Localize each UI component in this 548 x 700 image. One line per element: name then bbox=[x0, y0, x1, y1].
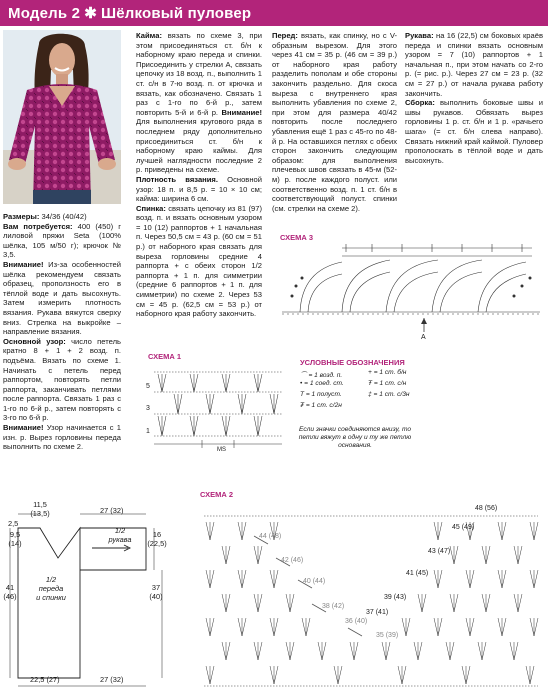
model-photo bbox=[3, 30, 121, 204]
dim-body-height: 41 (46) bbox=[3, 583, 17, 601]
page-header bbox=[0, 0, 548, 26]
dim-half-width: 22,5 (27) bbox=[30, 675, 60, 684]
density-label: Плотность вязания. bbox=[136, 174, 218, 184]
woman-in-pullover-image bbox=[3, 30, 121, 204]
single-crochet-icon: + bbox=[368, 369, 372, 376]
sleeves-text: на 16 (22,5) см боковых краёв переда и спинки вязать основным узором = 7 (10) раппортов + 1 начальная п., при этом начать со 2-го р. (= рис. р.). Через 27 см = 23 р. (32 см = 27 р.) от начала рукава работу закончить. bbox=[405, 31, 543, 98]
back-text: связать цепочку из 81 (97) возд. п. и вязать основным узором = 10 (12) раппортов + 1 начальная п. Через 50,5 см = 43 р. (60 см = 51 р.) от наборного края связать для выреза горловины средние 4 раппорта + с обеих сторон 1/2 раппорта + 1 п. для симметрии (средние 6 раппортов + 1 п. для симметрии) по схеме 2. Через 53 см = 45 р. (62,5 см = 53 р.) от наборного края работу закончить. bbox=[136, 203, 262, 319]
legend-note: Если значки соединяются внизу, то петли вяжут в одну и ту же петлю основания. bbox=[298, 426, 412, 449]
scheme2-row-48: 48 (56) bbox=[475, 505, 498, 512]
sizes-text: 34/36 (40/42) bbox=[41, 212, 87, 221]
scheme1-row-1: 1 bbox=[146, 428, 150, 435]
treble-icon: ₮ bbox=[300, 402, 305, 409]
body-label: 1/2 переда и спинки bbox=[36, 575, 66, 602]
sleeve-label: 1/2 рукава bbox=[108, 526, 132, 544]
sizes-label: Размеры: bbox=[3, 212, 40, 221]
column-front bbox=[272, 31, 397, 213]
attention-label: Внимание! bbox=[3, 259, 44, 269]
attention-text: Из-за особенностей шёлка рекомендуем связать образец, проползность его в тёплой воде и дать высохнуть. Затем измерить плотность вязания. Рукава вяжутся сверху вниз. Стрелка на выкройке – направление вязания. bbox=[3, 259, 121, 337]
legend-triple-treble: ‡ = 1 ст. с/3н bbox=[368, 391, 410, 398]
scheme1-diagram bbox=[154, 362, 284, 452]
sleeves-label: Рукава: bbox=[405, 31, 434, 40]
legend-single-crochet: + = 1 ст. б/н bbox=[368, 369, 407, 376]
dim-sleeve-bottom: 27 (32) bbox=[100, 675, 124, 684]
scheme1-label: СХЕМА 1 bbox=[148, 352, 182, 361]
scheme2-row-45: 45 (49) bbox=[452, 524, 475, 531]
front-label: Перед: bbox=[272, 31, 298, 40]
density-text: Основной узор: 18 п. и 8,5 р. = 10 × 10 см; каймa: ширина 6 см. bbox=[136, 174, 262, 204]
scheme2-row-41: 41 (45) bbox=[406, 570, 429, 577]
pattern-title: Шёлковый пуловер bbox=[100, 5, 252, 22]
half-double-icon: T bbox=[300, 391, 305, 398]
dim-sleeve-top: 27 (32) bbox=[100, 506, 124, 515]
scheme2-row-35: 35 (39) bbox=[376, 632, 399, 639]
legend-half-double: T = 1 полуст. bbox=[300, 391, 342, 398]
main-pattern-label: Основной узор: bbox=[3, 336, 66, 346]
edging-text: вязать по схеме 3, при этом присоединяться ст. б/н к наборному краю переда и спинки. Присоединить у стрелки А, связать цепочку из 18 возд. п., выполнить 1 ст. с/н в 7-ю возд. п. от крючка и вязать, как обозначено. Связать 1 раз с 1-го по 6-й р., затем повторить 5-й и 6-й р. bbox=[136, 31, 262, 117]
edging-label: Каймa: bbox=[136, 31, 162, 40]
legend-title: УСЛОВНЫЕ ОБОЗНАЧЕНИЯ bbox=[300, 358, 405, 367]
slip-stitch-icon: • bbox=[300, 380, 303, 387]
chain-stitch-icon: ⌒ bbox=[300, 372, 307, 379]
scheme2-row-43: 43 (47) bbox=[428, 548, 451, 555]
scheme2-row-38: 38 (42) bbox=[322, 603, 345, 610]
column-back bbox=[136, 31, 262, 319]
dim-neck-width: 11,5 (13,5) bbox=[30, 500, 50, 518]
scheme2-row-39: 39 (43) bbox=[384, 594, 407, 601]
materials-text: 400 (450) г лиловой пряжи Seta (100% шёлка, 105 м/50 г); крючок № 3,5. bbox=[3, 221, 121, 260]
column-materials bbox=[3, 212, 121, 452]
back-label: Спинка: bbox=[136, 203, 166, 213]
attention2-label: Внимание! bbox=[3, 423, 44, 433]
triple-treble-icon: ‡ bbox=[368, 391, 372, 398]
legend-double-crochet: Ŧ = 1 ст. с/н bbox=[368, 380, 407, 387]
edging-text2: Для выполнения кругового ряда в последнем ряду дополнительно присоединиться ст. б/н к наборному краю каймы. Для лучшей наглядности последние 2 р. приведены на схеме. bbox=[136, 117, 262, 175]
materials-label: Вам потребуется: bbox=[3, 221, 73, 231]
attention2-text: Узор начинается с 1 изн. р. Вырез горловины переда выполнить по схеме 2. bbox=[3, 423, 121, 452]
main-pattern-text: число петель кратно 8 + 1 + 2 возд. п. подъёма. Вязать по схеме 1. Начинать с петель перед раппортом, повторять петли раппорта, заканчивать петлями после раппорта. Связать 1 раз с 1-го по 6-й р., затем повторять с 3-го по 6-й р. bbox=[3, 336, 121, 423]
dim-neck-depth: 9,5 (14) bbox=[8, 530, 22, 548]
scheme3-label: СХЕМА 3 bbox=[280, 233, 314, 242]
edging-attention: Внимание! bbox=[221, 107, 262, 117]
assembly-text: выполнить боковые швы и швы рукавов. Обвязать вырез горловины 1 р. ст. б/н и 1 р. «рачьего шага» (= ст. б/н слева направо). Связать нижний край каймой. Пуловер прополоскать в тёплой воде и дать высохнуть. bbox=[405, 98, 543, 165]
legend-slip-stitch: • = 1 соед. ст. bbox=[300, 380, 344, 387]
assembly-label: Сборка: bbox=[405, 98, 435, 108]
front-text: вязать, как спинку, но с V-образным вырезом. Для этого через 41 см = 35 р. (46 см = 39 р.) от наборного края работу разделить пополам и обе стороны закончить раздельно. Для скоса выреза с внутреннего края выполнить убавления по схеме 2, при этом для размера 40/42 повторить после последнего убавления ещё 1 раз с 45-го по 48-й р. На оставшихся петлях с обеих сторон закончить следующим образом: для выполнения плечевых швов связать в 45-м (52-м) р. после каждого полуст. или соответственно возд. п. 1 ст. б/н в соответствующий полуст. спинки (см. стрелки на схеме 2). bbox=[272, 31, 397, 213]
legend-treble: ₮ = 1 ст. с/2н bbox=[300, 402, 342, 409]
double-crochet-icon: Ŧ bbox=[368, 380, 373, 387]
scheme2-row-40: 40 (44) bbox=[303, 578, 326, 585]
scheme1-ms-label: MS bbox=[217, 447, 226, 453]
dim-sleeve-width: 16 (22,5) bbox=[147, 530, 167, 548]
scheme2-row-37: 37 (41) bbox=[366, 609, 389, 616]
scheme2-row-36: 36 (40) bbox=[345, 618, 368, 625]
dim-shoulder-drop: 2,5 bbox=[8, 519, 19, 528]
column-sleeves bbox=[405, 31, 543, 165]
dim-side-height: 37 (40) bbox=[149, 583, 163, 601]
header-title bbox=[8, 4, 251, 22]
scheme2-diagram bbox=[198, 500, 543, 695]
scheme1-row-5: 5 bbox=[146, 383, 150, 390]
scheme2-row-42: 42 (46) bbox=[281, 557, 304, 564]
scheme3-diagram bbox=[282, 240, 542, 340]
star-icon: ✱ bbox=[84, 5, 97, 22]
model-label: Модель 2 bbox=[8, 5, 81, 22]
legend-chain-stitch: ⌒ = 1 возд. п. bbox=[300, 372, 343, 379]
scheme1-row-3: 3 bbox=[146, 405, 150, 412]
scheme2-row-44: 44 (48) bbox=[259, 533, 282, 540]
scheme3-arrow-a-label: A bbox=[421, 334, 426, 341]
scheme2-label: СХЕМА 2 bbox=[200, 490, 234, 499]
